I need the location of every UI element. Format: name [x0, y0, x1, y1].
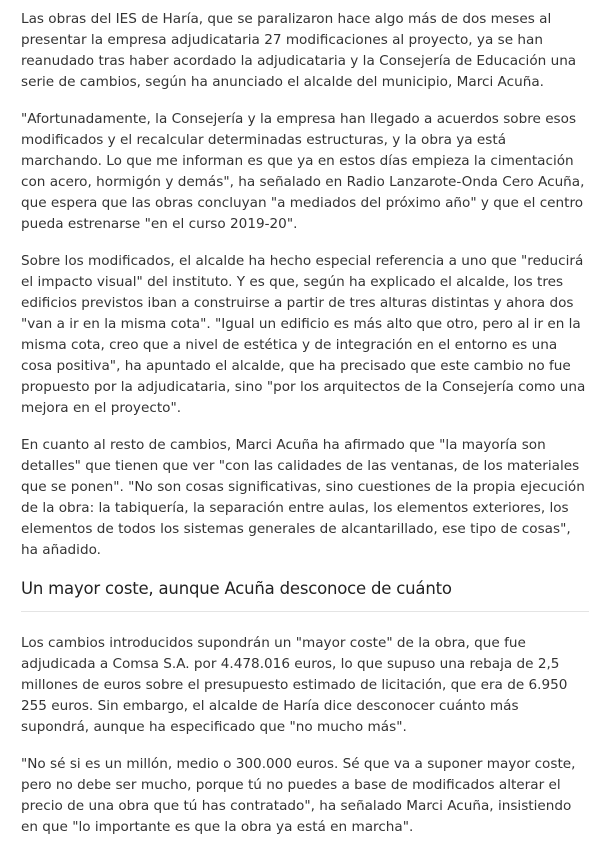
article-subheading: Un mayor coste, aunque Acuña desconoce de cuánto [21, 577, 589, 612]
article-paragraph: En cuanto al resto de cambios, Marci Acuña ha afirmado que "la mayoría son detalles" que tienen que ver "con las calidades de las ventanas, de los materiales que se ponen". "No son cosas significativas, sino cuestiones de la propia ejecución de la obra: la tabiquería, la separación entre aulas, los elementos exteriores, los elementos de todos los sistemas generales de alcantarillado, ese tipo de cosas", ha añadido. [21, 437, 585, 558]
article-paragraph: "Afortunadamente, la Consejería y la empresa han llegado a acuerdos sobre esos modificados y el recalcular determinadas estructuras, y la obra ya está marchando. Lo que me informan es que ya en estos días empieza la cimentación con acero, hormigón y demás", ha señalado en Radio Lanzarote-Onda Cero Acuña, que espera que las obras concluyan "a mediados del próximo año" y que el centro pueda estrenarse "en el curso 2019-20". [21, 111, 585, 232]
article-body [21, 9, 589, 854]
article-paragraph: Sobre los modificados, el alcalde ha hecho especial referencia a uno que "reducirá el impacto visual" del instituto. Y es que, según ha explicado el alcalde, los tres edificios previstos iban a construirse a partir de tres alturas distintas y ahora dos "van a ir en la misma cota". "Igual un edificio es más alto que otro, pero al ir en la misma cota, creo que a nivel de estética y de integración en el entorno es una cosa positiva", ha apuntado el alcalde, que ha precisado que este cambio no fue propuesto por la adjudicataria, sino "por los arquitectos de la Consejería como una mejora en el proyecto". [21, 253, 586, 416]
article-paragraph: Los cambios introducidos supondrán un "mayor coste" de la obra, que fue adjudicada a Comsa S.A. por 4.478.016 euros, lo que supuso una rebaja de 2,5 millones de euros sobre el presupuesto estimado de licitación, que era de 6.950 255 euros. Sin embargo, el alcalde de Haría dice desconocer cuánto más supondrá, aunque ha especificado que "no mucho más". [21, 635, 568, 735]
article-paragraph: Las obras del IES de Haría, que se paralizaron hace algo más de dos meses al presentar la empresa adjudicataria 27 modificaciones al proyecto, ya se han reanudado tras haber acordado la adjudicataria y la Consejería de Educación una serie de cambios, según ha anunciado el alcalde del municipio, Marci Acuña. [21, 11, 577, 90]
article-paragraph: "No sé si es un millón, medio o 300.000 euros. Sé que va a suponer mayor coste, pero no debe ser mucho, porque tú no puedes a base de modificados alterar el precio de una obra que tú has contratado", ha señalado Marci Acuña, insistiendo en que "lo importante es que la obra ya está en marcha". [21, 756, 576, 835]
